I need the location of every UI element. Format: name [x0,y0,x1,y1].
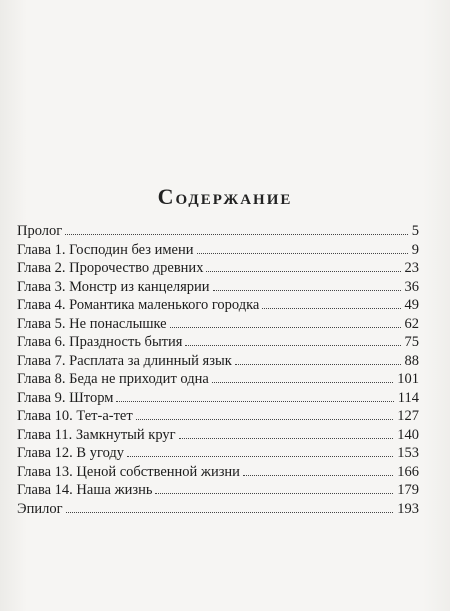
toc-entry-title: Глава 3. Монстр из канцелярии [17,278,210,295]
dot-leader [170,327,401,328]
toc-entry-page-number: 153 [397,445,419,461]
toc-entry-title: Глава 1. Господин без имени [17,241,194,258]
dot-leader [155,493,393,494]
toc-entry [17,278,419,297]
dot-leader [197,253,408,254]
dot-leader [206,271,400,272]
dot-leader [65,234,408,235]
toc-entry-title: Глава 5. Не понаслышке [17,315,167,332]
toc-entry-title: Глава 13. Ценой собственной жизни [17,463,240,480]
toc-entry-page-number: 88 [404,352,419,369]
toc-entry-title: Глава 9. Шторм [17,389,114,406]
dot-leader [185,345,400,346]
toc-entry-page-number: 140 [397,426,419,443]
toc-entry [17,259,419,278]
toc-entry [17,481,419,500]
toc-entry-title: Глава 2. Пророчество древних [17,260,204,276]
dot-leader [212,382,393,383]
toc-entry [17,241,419,260]
dot-leader [235,364,401,365]
toc-entry-title: Глава 6. Праздность бытия [17,334,183,350]
toc-entry-title: Пролог [17,223,63,239]
toc-entry-page-number: 127 [397,408,419,424]
toc-entry-title: Глава 7. Расплата за длинный язык [17,352,232,369]
toc-entry-page-number: 23 [404,260,419,276]
dot-leader [179,438,394,439]
toc-entry-page-number: 75 [404,334,419,350]
toc-entry-page-number: 9 [411,241,419,258]
toc-entry-page-number: 179 [397,482,419,498]
toc-entry [17,315,419,334]
toc-entry-page-number: 166 [397,463,419,480]
toc-entry [17,296,419,315]
dot-leader [66,512,394,513]
dot-leader [262,308,400,309]
dot-leader [136,419,394,420]
table-of-contents [17,222,419,518]
toc-entry [17,444,419,463]
toc-entry-title: Глава 14. Наша жизнь [17,482,153,498]
toc-entry-page-number: 62 [404,315,419,332]
toc-entry-title: Глава 4. Романтика маленького городка [17,297,260,313]
toc-entry [17,500,419,519]
toc-entry-title: Глава 11. Замкнутый круг [17,426,176,443]
dot-leader [213,290,401,291]
toc-entry-page-number: 114 [397,389,419,406]
toc-entry [17,333,419,352]
toc-entry-page-number: 5 [411,223,419,239]
dot-leader [127,456,393,457]
toc-entry-page-number: 36 [404,278,419,295]
toc-entry-page-number: 193 [397,500,419,517]
toc-entry-page-number: 101 [397,371,419,387]
toc-entry-title: Эпилог [17,500,63,517]
toc-entry-title: Глава 12. В угоду [17,445,125,461]
toc-entry [17,352,419,371]
toc-heading: Содержание [157,184,293,209]
toc-entry-title: Глава 8. Беда не приходит одна [17,371,209,387]
toc-entry [17,370,419,389]
toc-entry-title: Глава 10. Тет-а-тет [17,408,133,424]
toc-entry [17,407,419,426]
toc-entry-page-number: 49 [404,297,419,313]
dot-leader [116,401,393,402]
toc-entry [17,389,419,408]
dot-leader [243,475,393,476]
toc-entry [17,463,419,482]
toc-entry [17,426,419,445]
toc-entry [17,222,419,241]
